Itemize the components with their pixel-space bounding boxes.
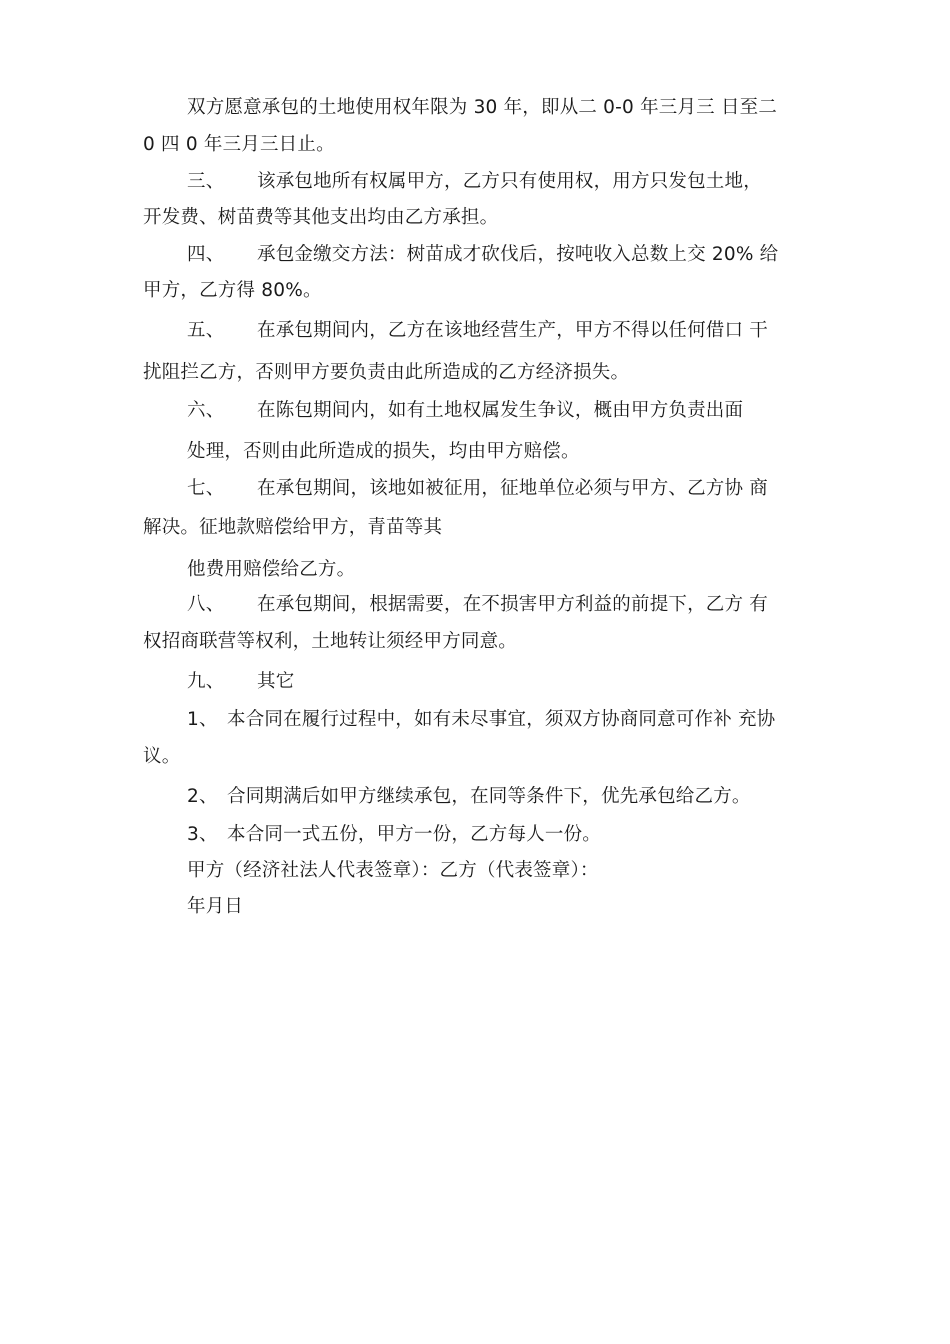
sub-3-line-1 <box>187 823 601 847</box>
text: 解决。征地款赔偿给甲方，青苗等其 <box>143 517 443 538</box>
text: 在承包期间内，乙方在该地经营生产，甲方不得以任何借口 干 <box>257 320 768 341</box>
clause-number: 六、 <box>187 400 225 421</box>
clause-7-line-1 <box>187 477 768 501</box>
text: 他费用赔偿给乙方。 <box>187 559 356 580</box>
clause-number: 四、 <box>187 244 225 265</box>
text: 本合同一式五份，甲方一份，乙方每人一份。 <box>227 824 602 845</box>
clause-7-line-2 <box>143 516 442 540</box>
text: 权招商联营等权利，土地转让须经甲方同意。 <box>143 631 518 652</box>
clause-number: 三、 <box>187 171 225 192</box>
text: 甲方（经济社法人代表签章）：乙方（代表签章）： <box>187 860 599 881</box>
date-line <box>187 895 243 919</box>
clause-5-line-1 <box>187 319 768 343</box>
text: 扰阻拦乙方，否则甲方要负责由此所造成的乙方经济损失。 <box>143 362 630 383</box>
clause-6-line-2 <box>187 440 580 464</box>
clause-8-line-1 <box>187 593 768 617</box>
clause-number: 五、 <box>187 320 225 341</box>
clause-7-line-3 <box>187 558 355 582</box>
clause-6-line-1 <box>187 399 743 423</box>
text: 在承包期间，根据需要，在不损害甲方利益的前提下，乙方 有 <box>257 594 768 615</box>
text: 合同期满后如甲方继续承包，在同等条件下，优先承包给乙方。 <box>227 786 751 807</box>
text: 该承包地所有权属甲方，乙方只有使用权，用方只发包土地， <box>257 171 762 192</box>
text: 在承包期间，该地如被征用，征地单位必须与甲方、乙方协 商 <box>257 478 768 499</box>
clause-8-line-2 <box>143 630 517 654</box>
clause-4-line-1 <box>187 243 778 267</box>
sub-number: 2、 <box>187 786 218 807</box>
clause-3-line-1 <box>187 170 762 194</box>
term-line-1 <box>187 96 777 120</box>
clause-number: 七、 <box>187 478 225 499</box>
text: 其它 <box>257 671 295 692</box>
clause-5-line-2 <box>143 361 629 385</box>
text: 双方愿意承包的土地使用权年限为 30 年，即从二 0-0 年三月三 日至二 <box>187 97 778 118</box>
sub-number: 3、 <box>187 824 218 845</box>
clause-number: 九、 <box>187 671 225 692</box>
clause-number: 八、 <box>187 594 225 615</box>
text: 开发费、树苗费等其他支出均由乙方承担。 <box>143 207 499 228</box>
sub-2-line-1 <box>187 785 751 809</box>
text: 年月日 <box>187 896 244 917</box>
text: 议。 <box>143 746 181 767</box>
text: 甲方，乙方得 80%。 <box>143 280 322 301</box>
sub-number: 1、 <box>187 709 218 730</box>
signature-line <box>187 859 599 883</box>
clause-4-line-2 <box>143 279 322 303</box>
text: 在陈包期间内，如有土地权属发生争议，概由甲方负责出面 <box>257 400 744 421</box>
text: 承包金缴交方法：树苗成才砍伐后，按吨收入总数上交 20% 给 <box>257 244 779 265</box>
sub-1-line-1 <box>187 708 775 732</box>
text: 处理，否则由此所造成的损失，均由甲方赔偿。 <box>187 441 580 462</box>
sub-1-line-2 <box>143 745 180 769</box>
text: 本合同在履行过程中，如有未尽事宜，须双方协商同意可作补 充协 <box>227 709 776 730</box>
text: 0 四 0 年三月三日止。 <box>143 134 335 155</box>
clause-9-line-1 <box>187 670 294 694</box>
clause-3-line-2 <box>143 206 498 230</box>
term-line-2 <box>143 133 335 157</box>
